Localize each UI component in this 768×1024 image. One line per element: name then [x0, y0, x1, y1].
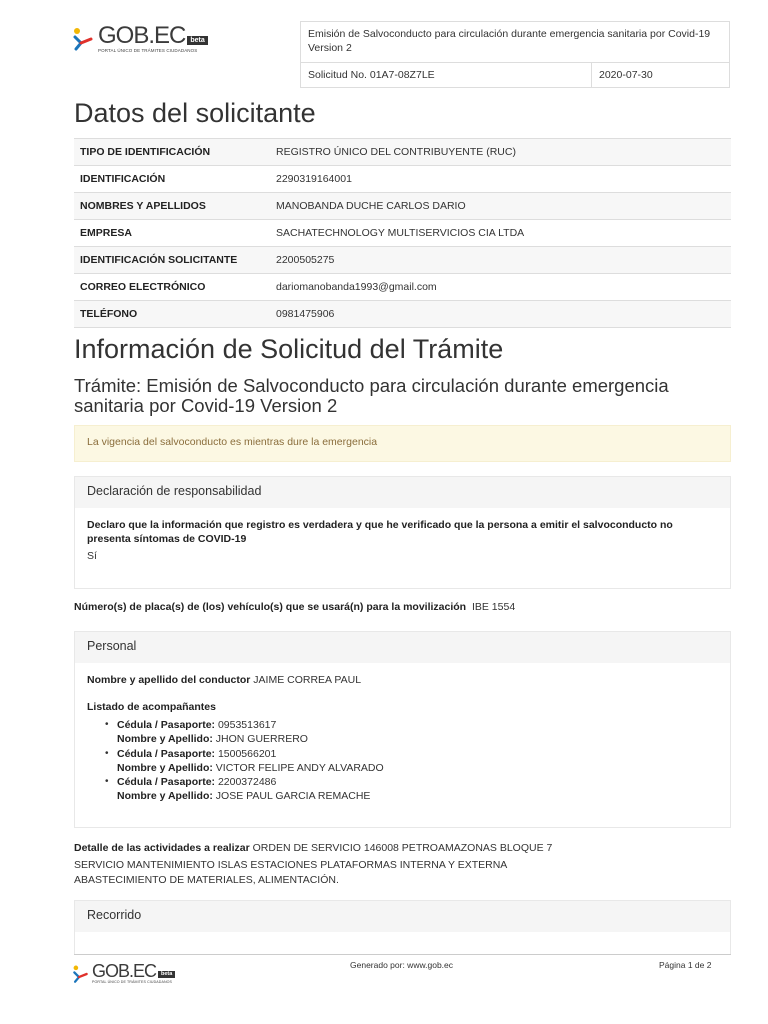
table-row	[74, 193, 731, 220]
row-value: MANOBANDA DUCHE CARLOS DARIO	[270, 193, 731, 220]
row-label: NOMBRES Y APELLIDOS	[74, 193, 270, 220]
nombre-value: VICTOR FELIPE ANDY ALVARADO	[215, 761, 384, 774]
footer-generado: Generado por: www.gob.ec	[350, 960, 454, 970]
actividades-label: Detalle de las actividades a realizar	[74, 842, 250, 854]
logo-subtitle: PORTAL ÚNICO DE TRÁMITES CIUDADANOS	[92, 980, 173, 984]
cedula-label: Cédula / Pasaporte:	[117, 719, 216, 731]
cedula-value: 2200372486	[217, 776, 277, 789]
table-row	[74, 247, 731, 274]
logo-subtitle: PORTAL ÚNICO DE TRÁMITES CIUDADANOS	[98, 48, 198, 53]
header-date: 2020-07-30	[592, 63, 730, 88]
cedula-value: 1500566201	[217, 747, 277, 760]
cedula-label: Cédula / Pasaporte:	[117, 776, 216, 789]
recorrido-border-right	[730, 932, 731, 954]
footer-divider	[74, 954, 731, 955]
row-label: IDENTIFICACIÓN SOLICITANTE	[74, 247, 270, 274]
footer-page-number: Página 1 de 2	[659, 960, 712, 970]
footer-logo	[72, 962, 175, 984]
row-value: 2290319164001	[270, 166, 731, 193]
datos-table	[74, 138, 731, 328]
row-value: SACHATECHNOLOGY MULTISERVICIOS CIA LTDA	[270, 220, 731, 247]
info-title: Información de Solicitud del Trámite	[74, 334, 504, 364]
row-label: EMPRESA	[74, 220, 270, 247]
cedula-label: Cédula / Pasaporte:	[117, 747, 216, 760]
nombre-label: Nombre y Apellido:	[117, 761, 213, 774]
logo-beta-badge: beta	[187, 36, 207, 45]
cedula-value: 0953513617	[217, 719, 277, 731]
nombre-label: Nombre y Apellido:	[117, 733, 213, 746]
table-row	[74, 274, 731, 301]
placa-value: IBE 1554	[471, 601, 516, 613]
header-tramite-title: Emisión de Salvoconducto para circulación durante emergencia sanitaria por Covid-19 Version 2	[301, 22, 730, 63]
nombre-value: JHON GUERRERO	[215, 733, 308, 746]
gobec-mark-icon	[72, 26, 94, 52]
row-value: REGISTRO ÚNICO DEL CONTRIBUYENTE (RUC)	[270, 139, 731, 166]
personal-heading: Personal	[75, 632, 730, 663]
datos-title: Datos del solicitante	[74, 98, 316, 128]
header-info-table	[300, 21, 730, 88]
table-row	[74, 166, 731, 193]
tramite-subtitle: Trámite: Emisión de Salvoconducto para circulación durante emergencia sanitaria por Covid-19 Version 2	[74, 375, 669, 416]
header-solicitud-number: Solicitud No. 01A7-08Z7LE	[301, 63, 592, 88]
vigencia-alert: La vigencia del salvoconducto es mientras dure la emergencia	[74, 425, 731, 462]
list-item	[117, 747, 718, 776]
row-value: 2200505275	[270, 247, 731, 274]
row-label: CORREO ELECTRÓNICO	[74, 274, 270, 301]
gobec-logo	[72, 24, 208, 53]
placa-label: Número(s) de placa(s) de (los) vehículo(s) que se usará(n) para la movilización	[74, 601, 467, 613]
table-row	[74, 220, 731, 247]
nombre-label: Nombre y Apellido:	[117, 790, 213, 803]
table-row	[74, 301, 731, 328]
nombre-value: JOSE PAUL GARCIA REMACHE	[215, 790, 371, 803]
gobec-mark-icon	[72, 964, 89, 984]
actividades-line2: SERVICIO MANTENIMIENTO ISLAS ESTACIONES PLATAFORMAS INTERNA Y EXTERNA	[74, 859, 508, 871]
actividades-line	[74, 840, 552, 856]
declaracion-heading: Declaración de responsabilidad	[75, 477, 730, 508]
row-label: TIPO DE IDENTIFICACIÓN	[74, 139, 270, 166]
conductor-label: Nombre y apellido del conductor	[87, 674, 251, 686]
acompanantes-list	[87, 718, 718, 804]
list-item	[117, 718, 718, 747]
acompanantes-label: Listado de acompañantes	[87, 701, 216, 713]
recorrido-heading: Recorrido	[75, 901, 730, 932]
declaracion-answer: Sí	[87, 550, 97, 562]
actividades-line1: ORDEN DE SERVICIO 146008 PETROAMAZONAS BLOQUE 7	[252, 842, 553, 854]
row-label: IDENTIFICACIÓN	[74, 166, 270, 193]
personal-panel	[74, 631, 731, 828]
conductor-value: JAIME CORREA PAUL	[253, 674, 362, 686]
logo-text: GOB.EC	[92, 961, 157, 981]
conductor-line	[87, 672, 718, 688]
declaracion-panel	[74, 476, 731, 589]
recorrido-border-left	[74, 932, 75, 954]
actividades-line3: ABASTECIMIENTO DE MATERIALES, ALIMENTACIÓN.	[74, 874, 339, 886]
logo-text: GOB.EC	[98, 22, 186, 49]
declaracion-question: Declaro que la información que registro es verdadera y que he verificado que la persona a emitir el salvoconducto no presenta síntomas de COVID-19	[87, 519, 673, 545]
row-label: TELÉFONO	[74, 301, 270, 328]
table-row	[74, 139, 731, 166]
row-value: 0981475906	[270, 301, 731, 328]
list-item	[117, 775, 718, 804]
row-value: dariomanobanda1993@gmail.com	[270, 274, 731, 301]
logo-beta-badge: beta	[158, 971, 175, 979]
recorrido-panel	[74, 900, 731, 932]
placa-line	[74, 599, 515, 615]
